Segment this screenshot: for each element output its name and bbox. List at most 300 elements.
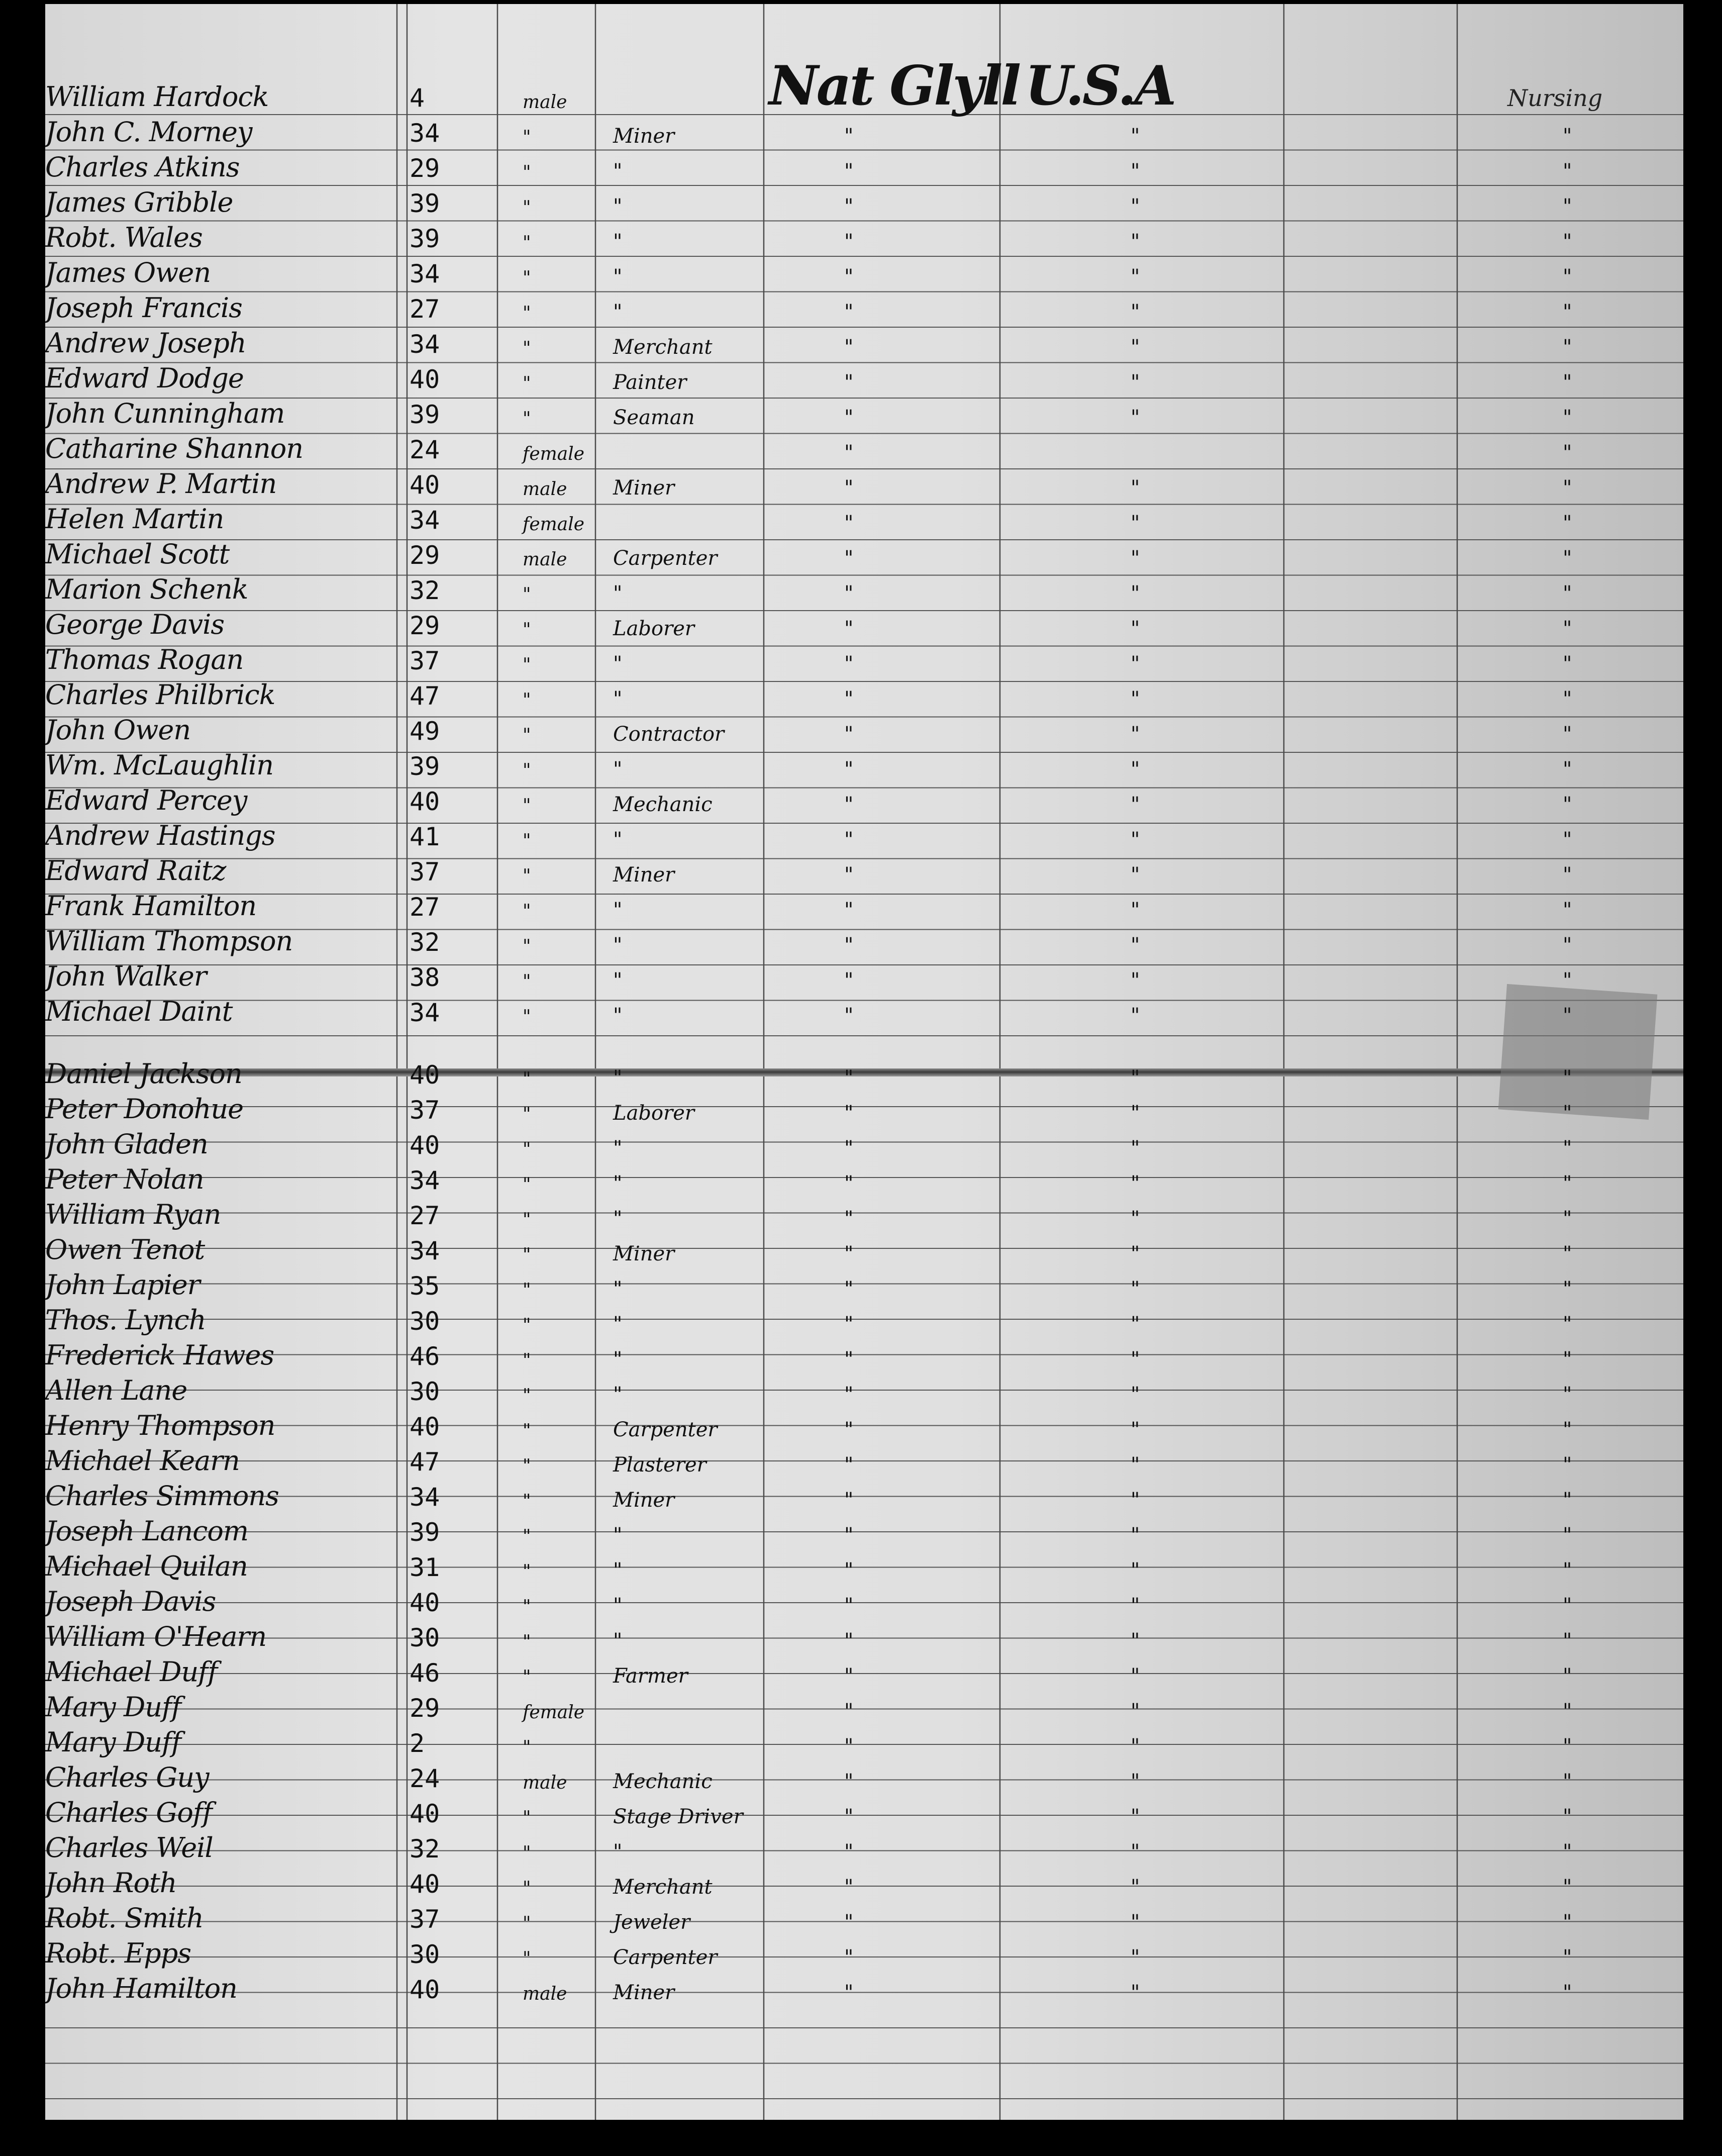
cell-age: 46 <box>410 1342 440 1371</box>
cell-occ: " <box>613 1066 623 1090</box>
cell-name: Edward Dodge <box>45 362 244 394</box>
cell-name: Thos. Lynch <box>45 1304 206 1336</box>
cell-m1: " <box>844 1876 854 1899</box>
cell-m3: " <box>1563 1453 1572 1477</box>
table-row <box>45 572 1683 607</box>
table-row <box>45 115 1683 150</box>
cell-m2: " <box>1131 371 1140 394</box>
cell-m1: " <box>844 301 854 324</box>
cell-name: George Davis <box>45 609 225 640</box>
cell-age: 29 <box>410 611 440 640</box>
cell-sex: male <box>523 92 567 113</box>
table-row <box>45 326 1683 361</box>
cell-age: 29 <box>410 1694 440 1723</box>
cell-m2: " <box>1131 1629 1140 1652</box>
cell-m2: " <box>1131 723 1140 746</box>
table-row <box>45 220 1683 255</box>
cell-age: 40 <box>410 1412 440 1441</box>
table-row <box>45 1408 1683 1443</box>
cell-sex: " <box>523 1069 531 1090</box>
cell-occ: " <box>613 1383 623 1406</box>
cell-sex: " <box>523 1948 531 1969</box>
table-row <box>45 818 1683 853</box>
cell-sex: " <box>523 1421 531 1441</box>
cell-sex: " <box>523 620 531 640</box>
cell-occ: Plasterer <box>613 1453 706 1477</box>
cell-m2: " <box>1131 1172 1140 1195</box>
cell-m1: " <box>844 230 854 253</box>
cell-m2: " <box>1131 301 1140 324</box>
table-row <box>45 1584 1683 1619</box>
cell-sex: " <box>523 866 531 887</box>
cell-occ: " <box>613 1348 623 1371</box>
cell-m3: " <box>1563 1418 1572 1441</box>
cell-sex: " <box>523 1007 531 1027</box>
cell-name: William Ryan <box>45 1199 221 1230</box>
cell-m1: " <box>844 863 854 887</box>
cell-occ: Carpenter <box>613 1946 718 1969</box>
cell-m2: " <box>1131 617 1140 640</box>
table-row <box>45 853 1683 889</box>
cell-m3: " <box>1563 582 1572 605</box>
cell-age: 41 <box>410 822 440 851</box>
cell-name: Catharine Shannon <box>45 433 303 464</box>
cell-occ: " <box>613 1207 623 1230</box>
cell-m3: " <box>1563 441 1572 464</box>
cell-m3: " <box>1563 1946 1572 1969</box>
cell-m2: " <box>1131 1242 1140 1265</box>
cell-m1: " <box>844 406 854 429</box>
cell-m1: " <box>844 195 854 218</box>
cell-occ: Miner <box>613 1242 675 1265</box>
cell-name: Andrew P. Martin <box>45 468 277 500</box>
cell-m1: " <box>844 1172 854 1195</box>
cell-m3: " <box>1563 1840 1572 1864</box>
cell-age: 30 <box>410 1623 440 1652</box>
cell-m2: " <box>1131 1664 1140 1688</box>
cell-m3: " <box>1563 160 1572 183</box>
cell-m1: " <box>844 1735 854 1758</box>
cell-occ: Merchant <box>613 1876 713 1899</box>
cell-occ: " <box>613 582 623 605</box>
cell-name: John C. Morney <box>45 116 252 148</box>
cell-m3: " <box>1563 1594 1572 1617</box>
cell-name: Michael Duff <box>45 1656 218 1688</box>
table-row <box>45 1514 1683 1549</box>
table-row <box>45 959 1683 994</box>
cell-name: John Walker <box>45 960 207 992</box>
cell-m3: " <box>1563 793 1572 816</box>
cell-age: 30 <box>410 1940 440 1969</box>
cell-sex: " <box>523 233 531 253</box>
cell-age: 39 <box>410 224 440 253</box>
cell-sex: " <box>523 1843 531 1864</box>
table-row <box>45 431 1683 466</box>
cell-sex: " <box>523 1280 531 1301</box>
cell-age: 32 <box>410 928 440 957</box>
cell-m2: " <box>1131 758 1140 781</box>
cell-m3: " <box>1563 195 1572 218</box>
cell-m2: " <box>1131 969 1140 992</box>
cell-age: 27 <box>410 295 440 324</box>
cell-m3: " <box>1563 1004 1572 1027</box>
cell-sex: " <box>523 901 531 922</box>
cell-age: 37 <box>410 857 440 887</box>
header-col3: Nursing <box>1507 84 1603 112</box>
table-row <box>45 1127 1683 1162</box>
cell-name: William Hardock <box>45 81 269 113</box>
cell-sex: " <box>523 409 531 429</box>
cell-occ: " <box>613 230 623 253</box>
cell-m2: " <box>1131 1207 1140 1230</box>
cell-sex: " <box>523 655 531 675</box>
cell-m3: " <box>1563 1629 1572 1652</box>
cell-age: 29 <box>410 541 440 570</box>
cell-occ: " <box>613 652 623 675</box>
cell-m3: " <box>1563 301 1572 324</box>
cell-m3: " <box>1563 758 1572 781</box>
cell-sex: " <box>523 1878 531 1899</box>
cell-sex: " <box>523 725 531 746</box>
cell-m2: " <box>1131 934 1140 957</box>
table-row <box>45 748 1683 783</box>
cell-sex: " <box>523 303 531 324</box>
cell-name: Allen Lane <box>45 1375 187 1406</box>
cell-m2: " <box>1131 1489 1140 1512</box>
table-row <box>45 185 1683 220</box>
table-row <box>45 889 1683 924</box>
table-row <box>45 1654 1683 1690</box>
cell-sex: " <box>523 1597 531 1617</box>
cell-name: Charles Guy <box>45 1761 209 1793</box>
cell-m3: " <box>1563 125 1572 148</box>
cell-m1: " <box>844 969 854 992</box>
cell-m2: " <box>1131 1735 1140 1758</box>
cell-m1: " <box>844 1559 854 1582</box>
cell-occ: " <box>613 828 623 851</box>
cell-name: Charles Weil <box>45 1832 213 1864</box>
cell-m1: " <box>844 371 854 394</box>
cell-sex: " <box>523 1139 531 1160</box>
cell-m3: " <box>1563 1770 1572 1793</box>
cell-m2: " <box>1131 547 1140 570</box>
cell-occ: Merchant <box>613 336 713 359</box>
cell-sex: " <box>523 584 531 605</box>
cell-m3: " <box>1563 723 1572 746</box>
cell-m2: " <box>1131 899 1140 922</box>
cell-m3: " <box>1563 547 1572 570</box>
cell-m1: " <box>844 617 854 640</box>
cell-age: 32 <box>410 1834 440 1864</box>
cell-m2: " <box>1131 265 1140 288</box>
table-row <box>45 1866 1683 1901</box>
cell-sex: " <box>523 268 531 288</box>
cell-age: 39 <box>410 752 440 781</box>
cell-name: Michael Scott <box>45 538 230 570</box>
cell-name: Mary Duff <box>45 1726 181 1758</box>
cell-m1: " <box>844 1348 854 1371</box>
cell-occ: " <box>613 934 623 957</box>
cell-m2: " <box>1131 195 1140 218</box>
cell-m2: " <box>1131 406 1140 429</box>
cell-name: Frank Hamilton <box>45 890 257 922</box>
cell-name: John Owen <box>45 714 191 746</box>
cell-name: Mary Duff <box>45 1691 181 1723</box>
cell-occ: " <box>613 1004 623 1027</box>
cell-sex: " <box>523 936 531 957</box>
cell-m1: " <box>844 1004 854 1027</box>
table-row <box>45 1232 1683 1267</box>
cell-occ: Stage Driver <box>613 1805 743 1828</box>
cell-age: 40 <box>410 1060 440 1090</box>
cell-sex: " <box>523 760 531 781</box>
cell-m1: " <box>844 441 854 464</box>
cell-occ: " <box>613 688 623 711</box>
cell-m3: " <box>1563 1102 1572 1125</box>
cell-occ: " <box>613 1172 623 1195</box>
table-row <box>45 1373 1683 1408</box>
cell-m1: " <box>844 899 854 922</box>
cell-sex: male <box>523 549 567 570</box>
table-row <box>45 1690 1683 1725</box>
cell-m2: " <box>1131 1911 1140 1934</box>
cell-age: 31 <box>410 1553 440 1582</box>
cell-m2: " <box>1131 476 1140 500</box>
cell-m2: " <box>1131 688 1140 711</box>
cell-sex: " <box>523 1210 531 1230</box>
cell-name: John Hamilton <box>45 1973 237 2004</box>
cell-m1: " <box>844 1102 854 1125</box>
cell-name: Helen Martin <box>45 503 224 535</box>
cell-m1: " <box>844 476 854 500</box>
cell-occ: " <box>613 1313 623 1336</box>
cell-name: James Gribble <box>45 186 233 218</box>
cell-occ: Laborer <box>613 617 695 640</box>
cell-m1: " <box>844 1137 854 1160</box>
cell-occ: Painter <box>613 371 687 394</box>
cell-age: 30 <box>410 1377 440 1406</box>
cell-m2: " <box>1131 1946 1140 1969</box>
cell-sex: male <box>523 1984 567 2004</box>
table-row <box>45 1303 1683 1338</box>
cell-age: 32 <box>410 576 440 605</box>
cell-m1: " <box>844 1242 854 1265</box>
cell-name: Joseph Lancom <box>45 1515 249 1547</box>
cell-m3: " <box>1563 1559 1572 1582</box>
cell-age: 47 <box>410 1447 440 1477</box>
cell-age: 24 <box>410 1764 440 1793</box>
cell-m1: " <box>844 758 854 781</box>
cell-name: Robt. Wales <box>45 222 202 253</box>
cell-m3: " <box>1563 1066 1572 1090</box>
table-row <box>45 466 1683 502</box>
table-row <box>45 1162 1683 1197</box>
cell-m2: " <box>1131 230 1140 253</box>
cell-age: 34 <box>410 1483 440 1512</box>
table-row <box>45 361 1683 396</box>
cell-m3: " <box>1563 265 1572 288</box>
table-row <box>45 1092 1683 1127</box>
cell-m2: " <box>1131 1559 1140 1582</box>
cell-m2: " <box>1131 160 1140 183</box>
cell-m3: " <box>1563 899 1572 922</box>
cell-sex: " <box>523 1350 531 1371</box>
cell-name: Marion Schenk <box>45 573 248 605</box>
cell-m1: " <box>844 1840 854 1864</box>
cell-occ: " <box>613 1278 623 1301</box>
cell-m3: " <box>1563 1981 1572 2004</box>
cell-m1: " <box>844 1418 854 1441</box>
cell-age: 39 <box>410 189 440 218</box>
cell-m3: " <box>1563 230 1572 253</box>
cell-m1: " <box>844 828 854 851</box>
cell-m3: " <box>1563 828 1572 851</box>
cell-m3: " <box>1563 1876 1572 1899</box>
cell-m2: " <box>1131 652 1140 675</box>
cell-name: William Thompson <box>45 925 293 957</box>
cell-name: Charles Simmons <box>45 1480 279 1512</box>
cell-name: John Roth <box>45 1867 177 1899</box>
cell-name: Henry Thompson <box>45 1410 275 1441</box>
cell-occ: Mechanic <box>613 1770 713 1793</box>
cell-m3: " <box>1563 1664 1572 1688</box>
table-row <box>45 1267 1683 1303</box>
cell-m1: " <box>844 1700 854 1723</box>
cell-sex: " <box>523 1632 531 1652</box>
table-row <box>45 924 1683 959</box>
table-row <box>45 396 1683 431</box>
cell-occ: Miner <box>613 1489 675 1512</box>
cell-m2: " <box>1131 1840 1140 1864</box>
cell-occ: Laborer <box>613 1102 695 1125</box>
cell-name: Robt. Smith <box>45 1902 204 1934</box>
table-row <box>45 1549 1683 1584</box>
cell-m2: " <box>1131 1383 1140 1406</box>
cell-age: 24 <box>410 435 440 464</box>
cell-sex: " <box>523 338 531 359</box>
cell-sex: " <box>523 1667 531 1688</box>
cell-m3: " <box>1563 1735 1572 1758</box>
cell-occ: " <box>613 1594 623 1617</box>
cell-m3: " <box>1563 1489 1572 1512</box>
cell-age: 34 <box>410 506 440 535</box>
cell-sex: " <box>523 1386 531 1406</box>
cell-sex: male <box>523 1773 567 1793</box>
cell-m3: " <box>1563 1278 1572 1301</box>
cell-m2: " <box>1131 1453 1140 1477</box>
table-row <box>45 1443 1683 1479</box>
cell-age: 40 <box>410 1588 440 1617</box>
cell-m1: " <box>844 547 854 570</box>
cell-m1: " <box>844 1524 854 1547</box>
cell-occ: Seaman <box>613 406 695 429</box>
cell-m1: " <box>844 652 854 675</box>
cell-occ: " <box>613 1629 623 1652</box>
cell-m2: " <box>1131 1066 1140 1090</box>
cell-sex: " <box>523 690 531 711</box>
census-sheet <box>45 4 1683 2120</box>
table-row <box>45 1338 1683 1373</box>
cell-name: Andrew Hastings <box>45 820 275 851</box>
cell-name: William O'Hearn <box>45 1621 267 1652</box>
cell-m2: " <box>1131 1981 1140 2004</box>
cell-sex: " <box>523 1808 531 1828</box>
table-row <box>45 713 1683 748</box>
cell-occ: " <box>613 1524 623 1547</box>
cell-name: Joseph Francis <box>45 292 242 324</box>
cell-m1: " <box>844 1383 854 1406</box>
cell-m2: " <box>1131 1594 1140 1617</box>
cell-m1: " <box>844 1981 854 2004</box>
cell-sex: female <box>523 514 585 535</box>
table-row <box>45 502 1683 537</box>
table-row <box>45 1760 1683 1795</box>
cell-sex: " <box>523 1174 531 1195</box>
table-row <box>45 1795 1683 1830</box>
cell-name: Michael Kearn <box>45 1445 240 1477</box>
table-row <box>45 677 1683 713</box>
cell-m2: " <box>1131 1102 1140 1125</box>
table-row <box>45 1056 1683 1092</box>
cell-age: 27 <box>410 893 440 922</box>
cell-m3: " <box>1563 336 1572 359</box>
cell-age: 34 <box>410 330 440 359</box>
table-row <box>45 994 1683 1029</box>
cell-m1: " <box>844 1453 854 1477</box>
cell-age: 39 <box>410 1518 440 1547</box>
cell-age: 39 <box>410 400 440 429</box>
cell-age: 27 <box>410 1201 440 1230</box>
cell-occ: Miner <box>613 476 675 500</box>
cell-m1: " <box>844 160 854 183</box>
cell-name: Andrew Joseph <box>45 327 246 359</box>
cell-m1: " <box>844 1313 854 1336</box>
cell-age: 37 <box>410 1905 440 1934</box>
cell-name: John Lapier <box>45 1269 200 1301</box>
cell-occ: Miner <box>613 863 675 887</box>
table-row <box>45 1479 1683 1514</box>
cell-occ: " <box>613 1559 623 1582</box>
table-row <box>45 1901 1683 1936</box>
cell-m3: " <box>1563 863 1572 887</box>
cell-occ: Miner <box>613 1981 675 2004</box>
cell-m2: " <box>1131 336 1140 359</box>
cell-occ: " <box>613 969 623 992</box>
cell-age: 4 <box>410 83 425 113</box>
cell-name: Frederick Hawes <box>45 1339 274 1371</box>
cell-age: 40 <box>410 1131 440 1160</box>
cell-age: 30 <box>410 1307 440 1336</box>
cell-age: 34 <box>410 259 440 288</box>
cell-m2: " <box>1131 1805 1140 1828</box>
cell-m3: " <box>1563 1313 1572 1336</box>
cell-age: 40 <box>410 1975 440 2004</box>
cell-m2: " <box>1131 863 1140 887</box>
cell-m3: " <box>1563 934 1572 957</box>
cell-m3: " <box>1563 1242 1572 1265</box>
cell-m2: " <box>1131 1418 1140 1441</box>
cell-m1: " <box>844 1594 854 1617</box>
cell-m1: " <box>844 265 854 288</box>
cell-sex: " <box>523 796 531 816</box>
cell-occ: " <box>613 301 623 324</box>
cell-age: 40 <box>410 1799 440 1828</box>
cell-m3: " <box>1563 1383 1572 1406</box>
cell-m2: " <box>1131 1348 1140 1371</box>
cell-m2: " <box>1131 1004 1140 1027</box>
cell-sex: male <box>523 479 567 500</box>
cell-m3: " <box>1563 371 1572 394</box>
